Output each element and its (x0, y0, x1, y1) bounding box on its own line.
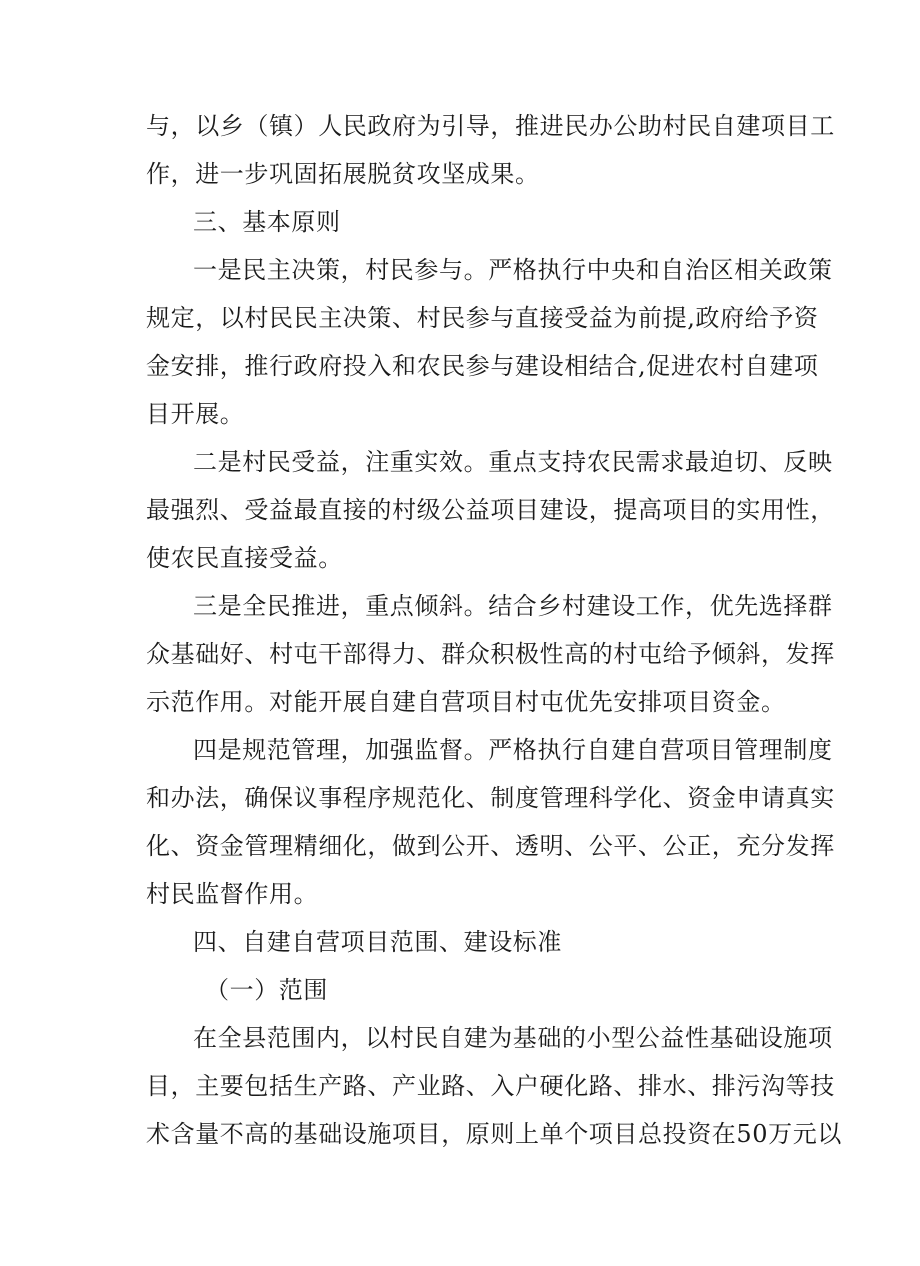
principle-2-line-3: 使农民直接受益。 (146, 544, 343, 572)
section-heading-principles: 三、基本原则 (193, 208, 341, 236)
principle-4-line-3: 化、资金管理精细化，做到公开、透明、公平、公正，充分发挥 (146, 832, 835, 860)
subheading-scope: （一）范围 (205, 976, 328, 1004)
principle-1-line-3: 金安排，推行政府投入和农民参与建设相结合,促进农村自建项 (146, 352, 819, 380)
principle-1-line-4: 目开展。 (146, 400, 245, 428)
principle-1-line-2: 规定，以村民民主决策、村民参与直接受益为前提,政府给予资 (146, 304, 819, 332)
scope-line-1: 在全县范围内，以村民自建为基础的小型公益性基础设施项 (193, 1024, 833, 1052)
principle-4-line-2: 和办法，确保议事程序规范化、制度管理科学化、资金申请真实 (146, 784, 835, 812)
principle-4-line-1: 四是规范管理，加强监督。严格执行自建自营项目管理制度 (193, 736, 833, 764)
scope-line-3: 术含量不高的基础设施项目，原则上单个项目总投资在50万元以 (146, 1120, 842, 1148)
scope-line-2: 目，主要包括生产路、产业路、入户硬化路、排水、排污沟等技 (146, 1072, 835, 1100)
principle-3-line-3: 示范作用。对能开展自建自营项目村屯优先安排项目资金。 (146, 688, 786, 716)
principle-2-line-2: 最强烈、受益最直接的村级公益项目建设，提高项目的实用性， (146, 496, 835, 524)
principle-3-line-2: 众基础好、村屯干部得力、群众积极性高的村屯给予倾斜，发挥 (146, 640, 835, 668)
section-heading-scope: 四、自建自营项目范围、建设标准 (193, 928, 562, 956)
intro-line-2: 作，进一步巩固拓展脱贫攻坚成果。 (146, 160, 540, 188)
principle-2-line-1: 二是村民受益，注重实效。重点支持农民需求最迫切、反映 (193, 448, 833, 476)
principle-1-line-1: 一是民主决策，村民参与。严格执行中央和自治区相关政策 (193, 256, 833, 284)
intro-line-1: 与，以乡（镇）人民政府为引导，推进民办公助村民自建项目工 (146, 112, 835, 140)
principle-3-line-1: 三是全民推进，重点倾斜。结合乡村建设工作，优先选择群 (193, 592, 833, 620)
principle-4-line-4: 村民监督作用。 (146, 880, 319, 908)
